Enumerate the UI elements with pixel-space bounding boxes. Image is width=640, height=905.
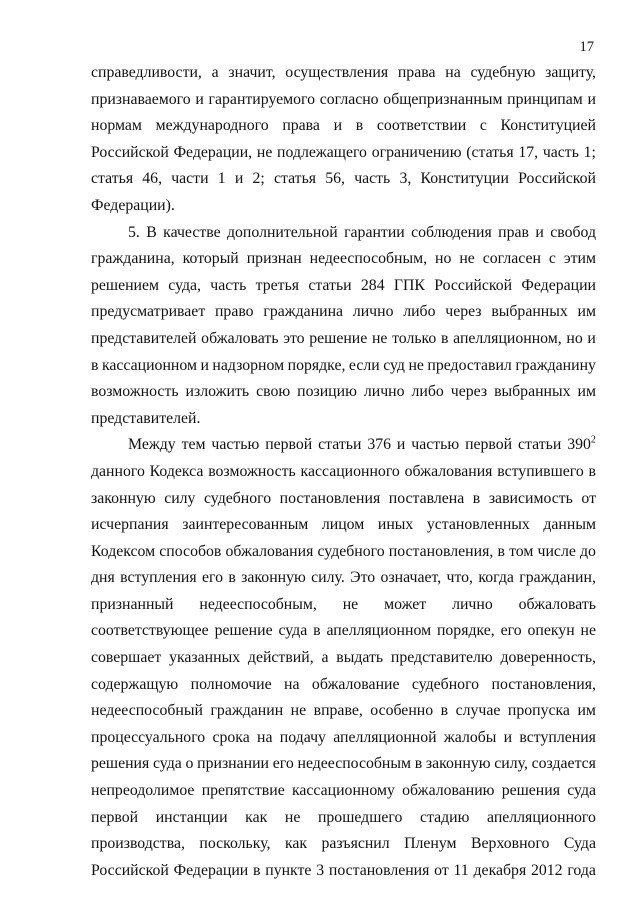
word: 2012 <box>530 861 563 879</box>
text-line <box>91 725 596 752</box>
word: статья <box>91 170 134 188</box>
word: решения <box>501 782 560 800</box>
text-line <box>91 805 596 832</box>
word: защиту, <box>545 64 596 81</box>
word: законную <box>91 489 156 507</box>
word: выбранных <box>491 303 568 321</box>
word: его <box>500 622 522 640</box>
word: согласен <box>482 250 541 268</box>
word: этим <box>563 250 596 268</box>
text-line <box>91 645 596 672</box>
word: статьи <box>518 436 562 454</box>
word: если <box>348 356 380 374</box>
word: осуществления <box>285 64 389 81</box>
word: в <box>441 329 449 347</box>
word: гарантируемого <box>208 90 316 108</box>
word: лично <box>352 303 394 321</box>
word: третья <box>255 276 300 294</box>
word: только <box>392 329 437 347</box>
word: от <box>581 489 596 507</box>
word: судебного <box>317 542 385 560</box>
word: им <box>577 303 596 321</box>
word: не <box>408 356 424 374</box>
word: предусматривает <box>91 303 206 321</box>
word: вступления <box>120 569 197 587</box>
text-line <box>91 220 596 247</box>
word: прав <box>498 223 529 241</box>
word: исчерпания <box>91 516 169 534</box>
text-line <box>91 379 596 406</box>
word: статьи <box>308 276 352 294</box>
word: совершает <box>91 649 162 667</box>
word: суда <box>278 622 308 640</box>
text-line <box>91 512 596 539</box>
text-line <box>91 113 596 140</box>
word: Федерации, <box>173 143 253 161</box>
word: и <box>503 728 513 746</box>
word: стадию <box>419 808 470 826</box>
word: Федерации <box>521 276 596 294</box>
word: суд <box>383 356 405 374</box>
word: признанный <box>91 595 174 613</box>
word: не <box>290 702 307 720</box>
word: постановления <box>328 861 430 879</box>
word: выдать <box>336 649 384 667</box>
word: лично <box>452 595 493 613</box>
word: содержащую <box>91 675 179 693</box>
word: соответствии <box>376 117 467 135</box>
word: общепризнанным <box>383 90 503 108</box>
word: либо <box>411 383 444 401</box>
word: случае <box>455 702 501 720</box>
word: им <box>577 702 596 720</box>
word: на <box>445 64 461 81</box>
word: ГПК <box>393 276 425 294</box>
text-line <box>91 140 596 167</box>
word: Российской <box>91 861 169 879</box>
word: законную <box>241 569 306 587</box>
word: может <box>384 595 427 613</box>
word: апелляционного <box>487 808 596 826</box>
word: гражданина <box>263 303 344 321</box>
word: 17, <box>518 143 539 161</box>
word: прошедшего <box>317 808 403 826</box>
word: 11 <box>453 861 469 879</box>
word: часть <box>210 276 247 294</box>
word: представителей <box>91 329 197 347</box>
word: означает, <box>380 569 442 587</box>
word: поскольку, <box>199 835 271 853</box>
word: обжалованию <box>402 782 495 800</box>
word: недееспособным <box>297 755 411 773</box>
word: силу. <box>311 569 345 587</box>
word: декабря <box>473 861 527 879</box>
word: Между <box>128 436 176 454</box>
word: создается <box>531 755 596 773</box>
word: это <box>283 329 305 347</box>
word: признании <box>197 755 270 773</box>
word: недееспособный <box>91 702 203 720</box>
word: Верховного <box>471 835 550 853</box>
word: порядке, <box>436 622 495 640</box>
word: не <box>284 808 301 826</box>
word: Федерации). <box>91 196 175 214</box>
word: представителей. <box>91 409 201 427</box>
word: полномочие <box>190 675 272 693</box>
word: способов <box>159 542 222 560</box>
word: срока <box>212 728 250 746</box>
word: и <box>333 117 343 135</box>
word: права <box>397 64 436 81</box>
word: 376 <box>367 436 392 454</box>
word: решением <box>91 276 160 294</box>
word: принципам <box>507 90 583 108</box>
word: пункте <box>265 861 312 879</box>
word: года <box>567 861 596 879</box>
word: суда, <box>168 276 202 294</box>
word: Кодексом <box>91 542 156 560</box>
word: позицию <box>297 383 357 401</box>
text-line <box>91 618 596 645</box>
word: силу, <box>494 755 528 773</box>
word: качестве <box>163 223 221 241</box>
text-line <box>91 592 596 619</box>
word: судебного <box>203 489 272 507</box>
word: 56, <box>325 170 345 188</box>
word: в <box>313 622 321 640</box>
word: нормам <box>91 117 142 135</box>
word: как <box>284 835 308 853</box>
word: ограничению <box>371 143 462 161</box>
word: Это <box>350 569 376 587</box>
word: статьи <box>318 436 362 454</box>
word: согласно <box>319 90 379 108</box>
word: подачу <box>279 728 326 746</box>
word: разъяснил <box>321 835 390 853</box>
word: от <box>434 861 449 879</box>
word: изложить <box>185 383 250 401</box>
text-line <box>91 299 596 326</box>
word: 3 <box>316 861 325 879</box>
word: постановления, <box>491 675 596 693</box>
word: в <box>91 356 99 374</box>
word: возможность <box>91 383 179 401</box>
word: через <box>445 303 482 321</box>
word: установленных <box>426 516 530 534</box>
word: но <box>566 329 583 347</box>
word: в <box>253 861 261 879</box>
word: и <box>195 90 204 108</box>
word: процессуального <box>91 728 206 746</box>
text-line <box>91 672 596 699</box>
word: значит, <box>228 64 276 81</box>
word: не <box>256 143 273 161</box>
word: постановления <box>279 489 381 507</box>
word: на <box>284 675 300 693</box>
word: соблюдения <box>411 223 492 241</box>
word: в <box>355 117 364 135</box>
word: зависимость <box>488 489 573 507</box>
word: Конституцией <box>500 117 596 135</box>
word: апелляционной <box>333 728 437 746</box>
word: гражданин, <box>519 569 596 587</box>
word: соответствующее <box>91 622 209 640</box>
word: и <box>396 436 406 454</box>
word: и <box>200 356 209 374</box>
word: на <box>257 728 273 746</box>
word: постановления, <box>388 542 494 560</box>
text-line <box>91 432 596 459</box>
word: часть <box>542 143 579 161</box>
word: непреодолимое <box>91 782 195 800</box>
word: не <box>371 329 388 347</box>
text-line <box>91 698 596 725</box>
word: апелляционном, <box>453 329 562 347</box>
word: инстанции <box>155 808 228 826</box>
text-line <box>91 326 596 353</box>
word: тем <box>181 436 206 454</box>
word: данного <box>91 462 145 480</box>
word: Российской <box>518 170 596 188</box>
word: предоставил <box>427 356 512 374</box>
word: а <box>211 64 219 81</box>
word: в <box>472 489 481 507</box>
word: права <box>282 117 320 135</box>
word: обжаловать <box>518 595 596 613</box>
word: судебного <box>411 675 480 693</box>
word: в <box>588 462 596 480</box>
word: Российской <box>434 276 513 294</box>
word: право <box>214 303 254 321</box>
word: признаваемого <box>91 90 191 108</box>
word: как <box>245 808 268 826</box>
word: лично <box>363 383 405 401</box>
text-line <box>91 246 596 273</box>
word: вступления <box>519 728 596 746</box>
word: представителю <box>390 649 493 667</box>
word: кассационном <box>101 356 197 374</box>
page-body-text <box>91 60 596 884</box>
word: 3, <box>399 170 412 188</box>
word: 5. <box>128 223 140 241</box>
word: в <box>414 755 423 773</box>
word: не <box>580 622 596 640</box>
word: признан <box>246 250 302 268</box>
word: его <box>201 569 223 587</box>
text-line <box>91 166 596 193</box>
word: дня <box>91 569 115 587</box>
text-line <box>91 406 596 433</box>
word: 1 <box>217 170 226 188</box>
word: решение <box>309 329 368 347</box>
word: но <box>435 250 452 268</box>
word: порядке, <box>287 356 346 374</box>
word: и <box>234 170 244 188</box>
word: опекун <box>527 622 575 640</box>
text-line <box>91 831 596 858</box>
word: Кодекса <box>149 462 204 480</box>
word: решение <box>214 622 273 640</box>
text-line <box>91 565 596 592</box>
word: кассационного <box>300 462 400 480</box>
word: лицом <box>321 516 365 534</box>
word: гражданину <box>515 356 596 374</box>
word: В <box>146 223 157 241</box>
text-line <box>91 751 596 778</box>
word: производства, <box>91 835 185 853</box>
word: заинтересованным <box>182 516 309 534</box>
word: первой <box>465 436 513 454</box>
text-line <box>91 459 596 486</box>
word: обжалования <box>404 462 493 480</box>
word: обжаловать <box>201 329 279 347</box>
word: числе <box>537 542 576 560</box>
word: возможность <box>208 462 296 480</box>
word: Российской <box>91 143 169 161</box>
word: законную <box>425 755 491 773</box>
text-line <box>91 778 596 805</box>
word: в <box>440 702 449 720</box>
word: суда <box>567 782 596 800</box>
text-line <box>91 273 596 300</box>
word: его <box>272 755 294 773</box>
word: обжалование <box>311 675 400 693</box>
text-line <box>91 858 596 885</box>
text-line <box>91 353 596 380</box>
word: в <box>497 542 505 560</box>
word: силу <box>164 489 196 507</box>
word: а <box>321 649 329 667</box>
word: им <box>577 383 596 401</box>
word: который <box>182 250 239 268</box>
word: вправе, <box>313 702 363 720</box>
word: судебную <box>470 64 536 81</box>
word: с <box>479 117 487 135</box>
word: первой <box>91 808 139 826</box>
word: решения <box>91 755 150 773</box>
word: частью <box>211 436 260 454</box>
word: свою <box>256 383 291 401</box>
word: доверенность, <box>500 649 596 667</box>
word: не <box>342 595 359 613</box>
word: о <box>185 755 194 773</box>
word: гражданина, <box>91 250 175 268</box>
word: 1; <box>583 143 596 161</box>
text-line <box>91 486 596 513</box>
word: в <box>228 569 236 587</box>
word: иных <box>377 516 414 534</box>
text-line <box>91 193 596 220</box>
word: кассационному <box>291 782 395 800</box>
word: данным <box>543 516 596 534</box>
word: особенно <box>370 702 434 720</box>
word: либо <box>403 303 436 321</box>
word: 2; <box>252 170 265 188</box>
word: недееспособным, <box>309 250 428 268</box>
word: через <box>450 383 488 401</box>
word: том <box>509 542 534 560</box>
word: международного <box>155 117 269 135</box>
word: дополнительной <box>227 223 338 241</box>
word: не <box>459 250 475 268</box>
word: гражданин <box>210 702 284 720</box>
word: пропуска <box>507 702 570 720</box>
word: выбранных <box>494 383 571 401</box>
word: 46, <box>142 170 163 188</box>
word: вступившего <box>497 462 584 480</box>
text-line <box>91 60 596 87</box>
word: препятствие <box>201 782 285 800</box>
word: обжалования <box>225 542 314 560</box>
word: что, <box>446 569 474 587</box>
word: $390^2$ <box>567 435 596 454</box>
word: справедливости, <box>91 64 202 81</box>
word: когда <box>478 569 514 587</box>
text-line <box>91 87 596 114</box>
word: и <box>587 90 596 108</box>
word: гарантии <box>344 223 405 241</box>
word: статья <box>273 170 317 188</box>
page-number: 17 <box>579 39 594 55</box>
text-line <box>91 539 596 566</box>
word: действий, <box>247 649 314 667</box>
word: указанных <box>169 649 241 667</box>
word: поставлена <box>388 489 465 507</box>
word: (статья <box>466 143 514 161</box>
word: апелляционном <box>326 622 432 640</box>
word: с <box>548 250 556 268</box>
word: Суда <box>563 835 596 853</box>
word: недееспособным, <box>199 595 317 613</box>
word: суда <box>153 755 182 773</box>
word: подлежащего <box>277 143 367 161</box>
word: Конституции <box>420 170 509 188</box>
word: частью <box>411 436 460 454</box>
word: части <box>171 170 209 188</box>
word: 284 <box>360 276 385 294</box>
word: Федерации <box>173 861 249 879</box>
word: свобод <box>550 223 596 241</box>
word: первой <box>265 436 313 454</box>
word: до <box>580 542 596 560</box>
word: и <box>587 329 596 347</box>
superscript: 2 <box>590 435 596 447</box>
word: часть <box>354 170 391 188</box>
word: надзорном <box>212 356 285 374</box>
word: жалобы <box>443 728 497 746</box>
word: и <box>535 223 544 241</box>
word: Пленум <box>404 835 457 853</box>
